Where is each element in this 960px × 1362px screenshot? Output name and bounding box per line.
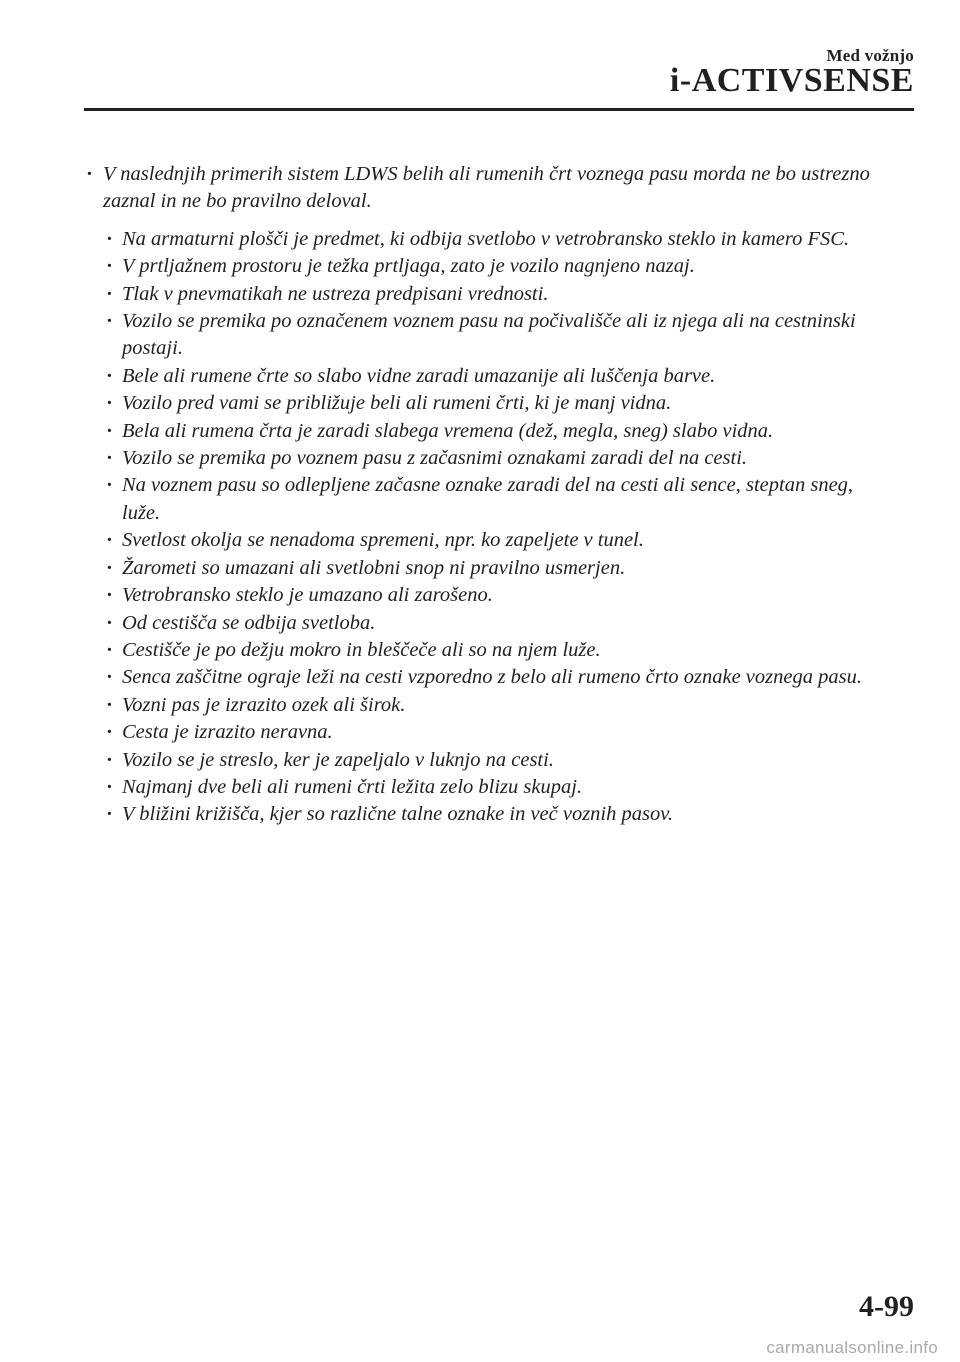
- list-item: · Od cestišča se odbija svetloba.: [86, 610, 886, 637]
- list-item: · Senca zaščitne ograje leži na cesti vzporedno z belo ali rumeno črto oznake voznega pasu.: [86, 664, 886, 691]
- list-item: · Bela ali rumena črta je zaradi slabega vremena (dež, megla, sneg) slabo vidna.: [86, 418, 886, 445]
- chapter-title: i-ACTIVSENSE: [669, 62, 914, 99]
- list-item: · Vetrobransko steklo je umazano ali zarošeno.: [86, 582, 886, 609]
- list-item: · Na armaturni plošči je predmet, ki odbija svetlobo v vetrobransko steklo in kamero FSC.: [86, 226, 886, 253]
- main-content: [86, 161, 886, 829]
- list-item: · Vozilo se premika po voznem pasu z začasnimi oznakami zaradi del na cesti.: [86, 445, 886, 472]
- list-item: · Vozilo se premika po označenem voznem pasu na počivališče ali iz njega ali na cestninski postaji.: [86, 308, 886, 363]
- list-item: · Vozilo se je streslo, ker je zapeljalo v luknjo na cesti.: [86, 747, 886, 774]
- list-item: · Vozni pas je izrazito ozek ali širok.: [86, 692, 886, 719]
- list-item: · Na voznem pasu so odlepljene začasne oznake zaradi del na cesti ali sence, steptan sneg, luže.: [86, 472, 886, 527]
- list-item: · Bele ali rumene črte so slabo vidne zaradi umazanije ali luščenja barve.: [86, 363, 886, 390]
- section-label: Med vožnjo: [826, 46, 914, 65]
- list-item: · V bližini križišča, kjer so različne talne oznake in več voznih pasov.: [86, 801, 886, 828]
- conditions-list: [86, 226, 886, 829]
- list-item: · Tlak v pnevmatikah ne ustreza predpisani vrednosti.: [86, 281, 886, 308]
- list-item: · Žarometi so umazani ali svetlobni snop ni pravilno usmerjen.: [86, 555, 886, 582]
- list-item: · Svetlost okolja se nenadoma spremeni, npr. ko zapeljete v tunel.: [86, 527, 886, 554]
- list-item: · Cesta je izrazito neravna.: [86, 719, 886, 746]
- list-item: · V prtljažnem prostoru je težka prtljaga, zato je vozilo nagnjeno nazaj.: [86, 253, 886, 280]
- intro-paragraph: · V naslednjih primerih sistem LDWS belih ali rumenih črt voznega pasu morda ne bo ustrezno zaznal in ne bo pravilno deloval.: [86, 161, 886, 216]
- list-item: · Najmanj dve beli ali rumeni črti ležita zelo blizu skupaj.: [86, 774, 886, 801]
- list-item: · Vozilo pred vami se približuje beli ali rumeni črti, ki je manj vidna.: [86, 390, 886, 417]
- page-number: 4-99: [859, 1290, 914, 1323]
- list-item: · Cestišče je po dežju mokro in bleščeče ali so na njem luže.: [86, 637, 886, 664]
- header-divider: [84, 108, 914, 111]
- watermark-text: carmanualsonline.info: [766, 1338, 938, 1357]
